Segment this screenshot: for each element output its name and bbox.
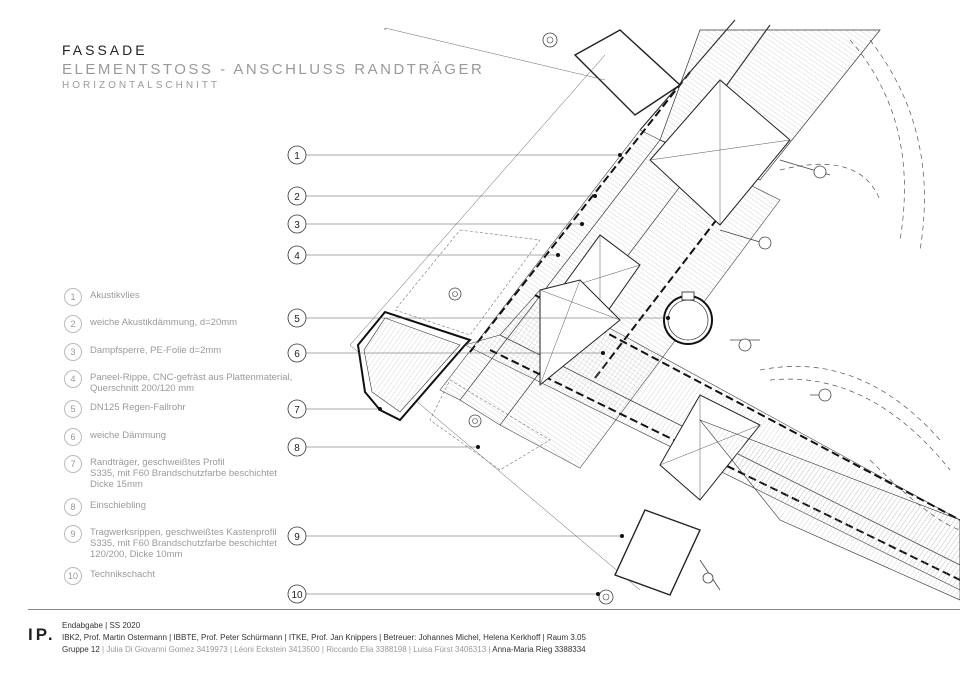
callout-circle-10 (288, 585, 306, 603)
callout-circle-2 (288, 187, 306, 205)
page-subtitle-section: HORIZONTALSCHNITT (62, 80, 221, 91)
legend-number: 1 (64, 288, 82, 306)
legend-text: Tragwerksrippen, geschweißtes Kastenprofil S335, mit F60 Brandschutzfarbe beschichtet 120/200, Dicke 10mm (90, 527, 277, 560)
callout-circle-3 (288, 215, 306, 233)
legend-text: Akustikvlies (90, 290, 140, 301)
legend-text: Technikschacht (90, 569, 155, 580)
callout-label: 9 (294, 532, 300, 543)
legend-text: Dampfsperre, PE-Folie d=2mm (90, 345, 222, 356)
legend-number: 8 (64, 498, 82, 516)
footer-submission: Endabgabe | SS 2020 (62, 621, 141, 630)
footer-member-last: Anna-Maria Rieg 3388334 (492, 645, 586, 654)
legend-text: Paneel-Rippe, CNC-gefräst aus Plattenmaterial, Querschnitt 200/120 mm (90, 372, 293, 394)
legend-text: weiche Dämmung (90, 430, 167, 441)
legend-number: 3 (64, 343, 82, 361)
legend-text: weiche Akustikdämmung, d=20mm (90, 317, 238, 328)
footer-group (62, 645, 586, 654)
callout-label: 2 (294, 192, 300, 203)
legend-text: DN125 Regen-Fallrohr (90, 402, 186, 413)
callout-label: 7 (294, 405, 300, 416)
callout-label: 3 (294, 220, 300, 231)
legend-number: 10 (64, 567, 82, 585)
callout-label: 10 (291, 590, 303, 601)
footer-members: | Julia Di Giovanni Gomez 3419973 | Léoni Eckstein 3413500 | Riccardo Elia 3388198 | Luisa Fürst 3406313 | (102, 645, 491, 654)
callout-label: 1 (294, 151, 300, 162)
callout-label: 6 (294, 349, 300, 360)
callout-label: 8 (294, 443, 300, 454)
footer-group-label: Gruppe 12 (62, 645, 100, 654)
legend-number: 2 (64, 315, 82, 333)
callout-label: 4 (294, 251, 300, 262)
ip-logo: IP. (28, 625, 56, 644)
legend-text: Einschiebling (90, 500, 146, 511)
legend-number: 6 (64, 428, 82, 446)
callout-circle-1 (288, 146, 306, 164)
legend-number: 5 (64, 400, 82, 418)
footer-institutes: IBK2, Prof. Martin Ostermann | IBBTE, Prof. Peter Schürmann | ITKE, Prof. Jan Knippers | Betreuer: Johannes Michel, Helena Kerkhoff | Raum 3.05 (62, 633, 586, 642)
callout-circle-4 (288, 246, 306, 264)
legend-text: Randträger, geschweißtes Profil S335, mit F60 Brandschutzfarbe beschichtet Dicke 15mm (90, 457, 277, 490)
legend-number: 9 (64, 525, 82, 543)
legend-number: 7 (64, 455, 82, 473)
page-subtitle: ELEMENTSTOSS - ANSCHLUSS RANDTRÄGER (62, 61, 485, 78)
callout-label: 5 (294, 314, 300, 325)
legend-number: 4 (64, 370, 82, 388)
page-title: FASSADE (62, 42, 148, 58)
footer-divider (28, 609, 960, 610)
